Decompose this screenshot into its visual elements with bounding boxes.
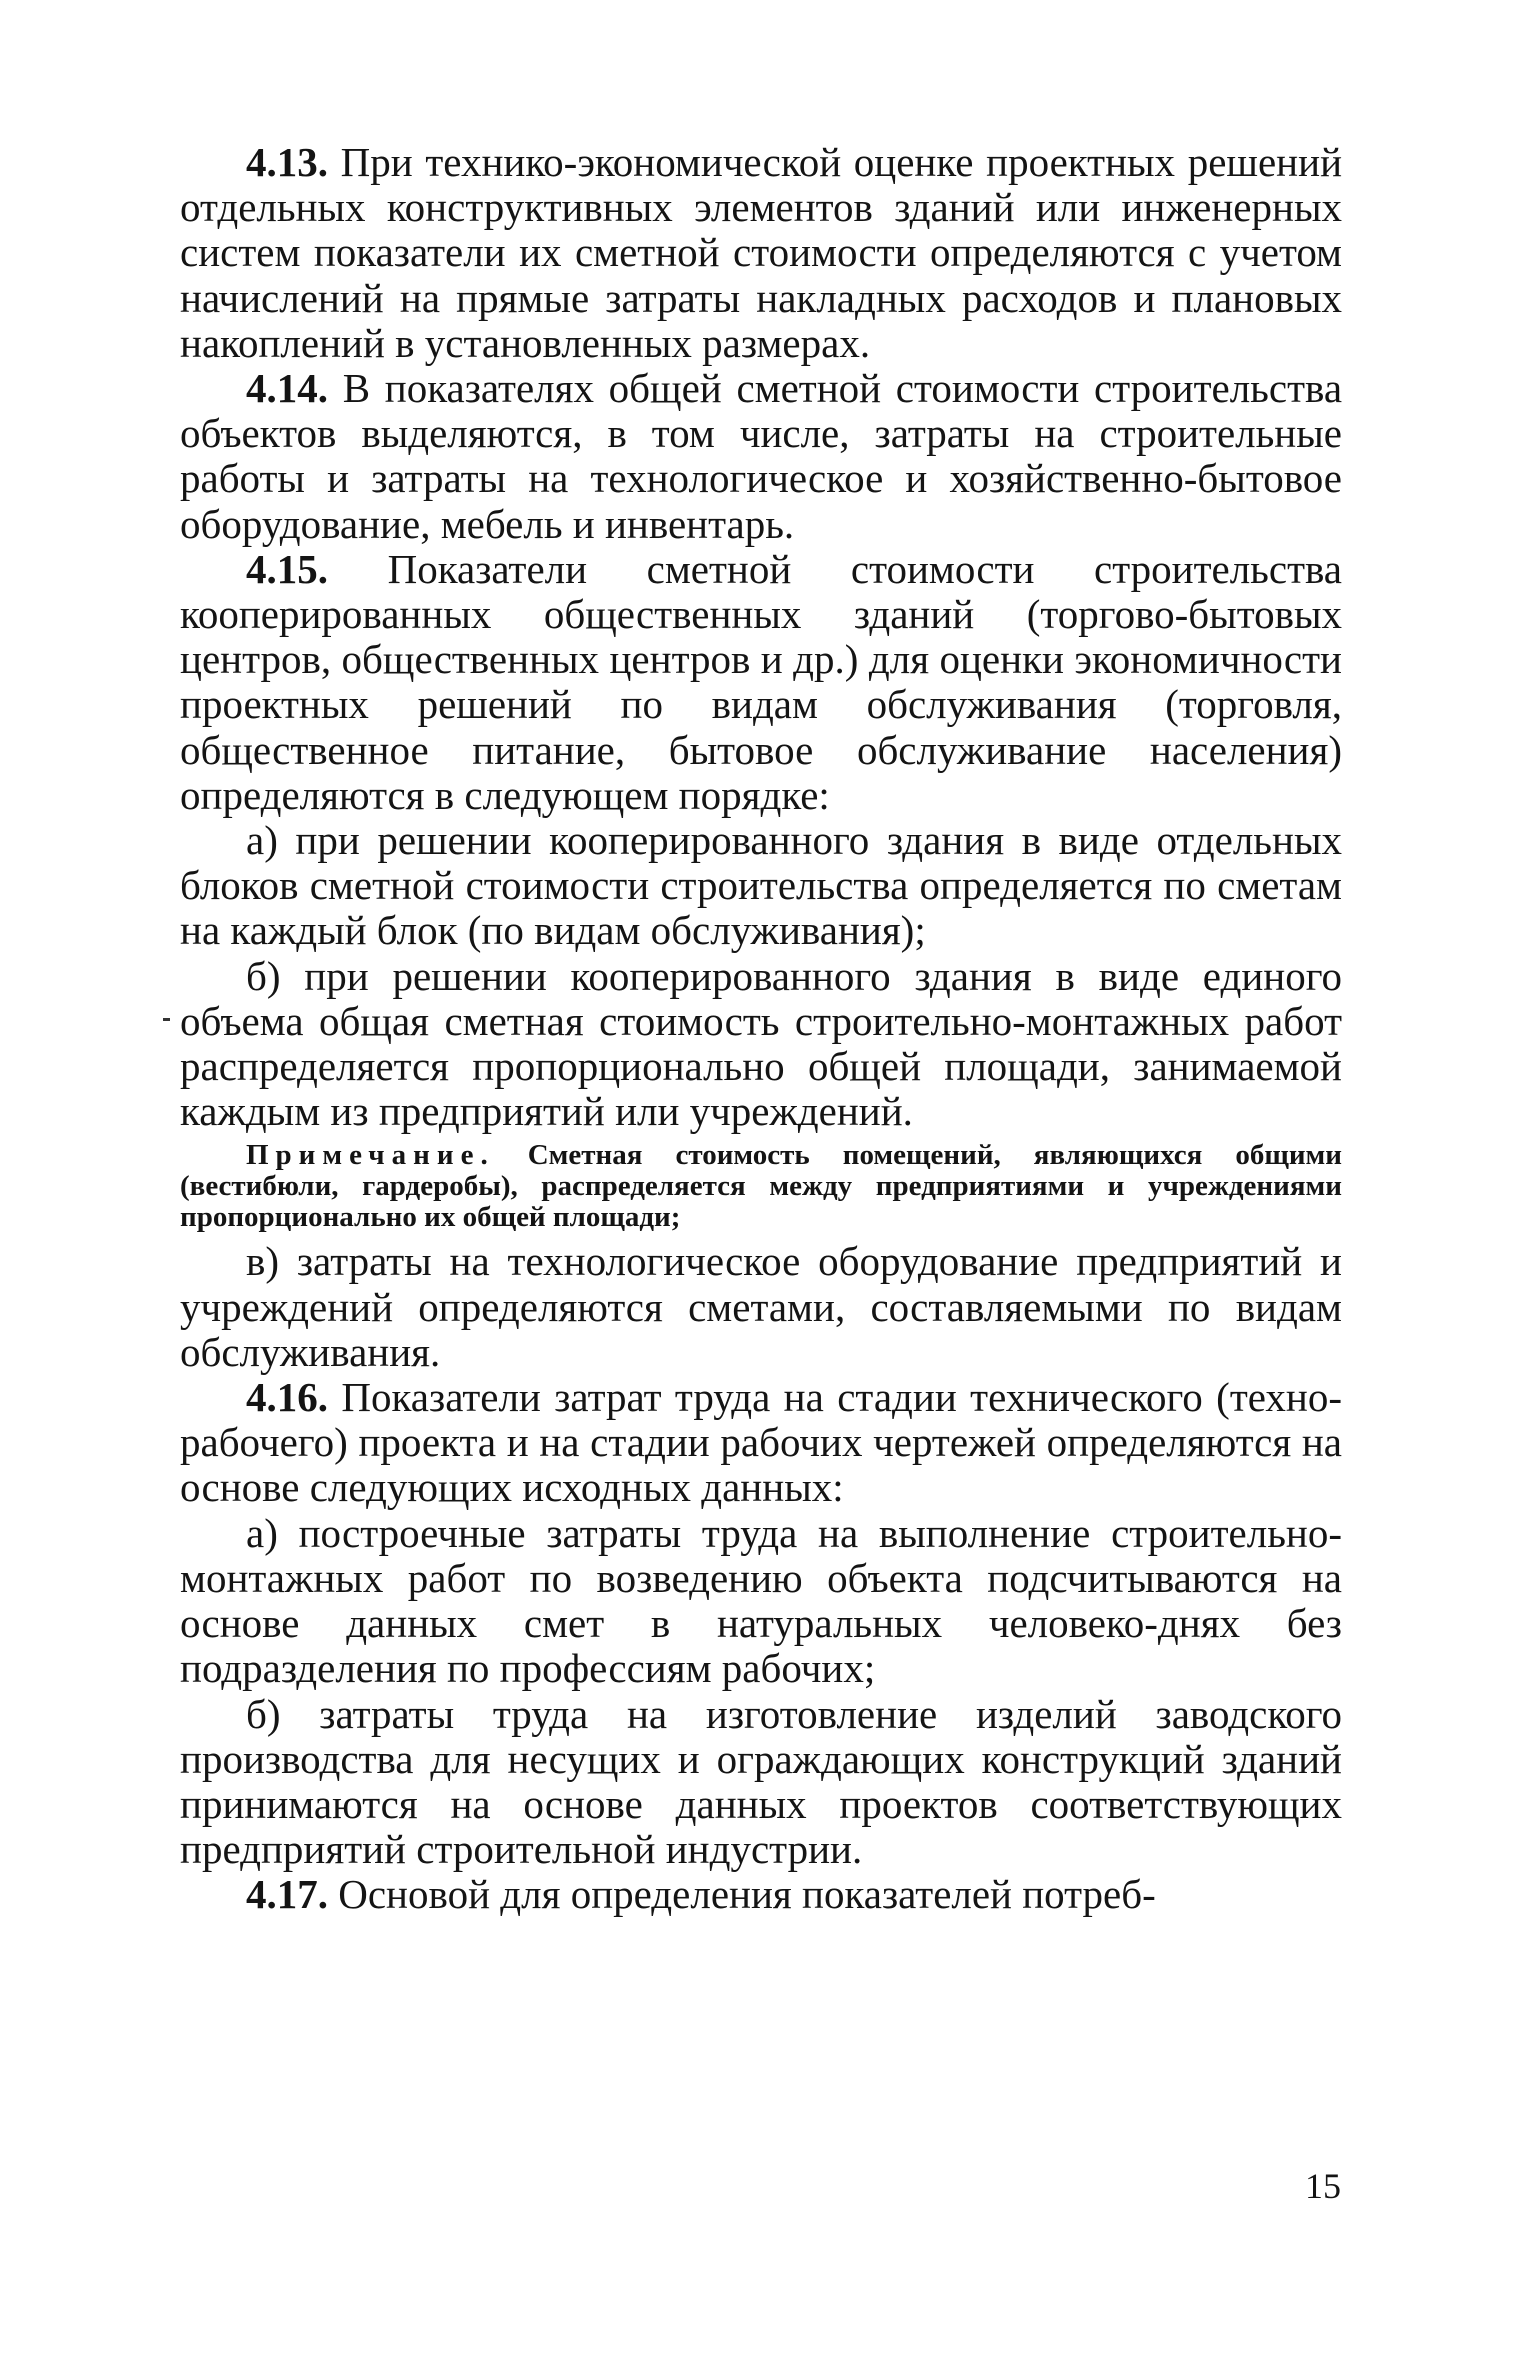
paragraph-text: При технико-экономической оценке проектных решений отдельных конструктивных элементов зданий или инженерных систем показатели их сметной стоимости определяются с учетом начислений на прямые затраты накладных расходов и плановых накоплений в установленных размерах. bbox=[180, 139, 1343, 366]
paragraph-number: 4.14. bbox=[246, 365, 328, 412]
list-item-v bbox=[180, 1239, 1342, 1375]
list-item-b bbox=[180, 954, 1342, 1135]
page-number: 15 bbox=[1305, 2166, 1341, 2206]
paragraph-number: 4.16. bbox=[246, 1374, 328, 1421]
paragraph-text: Показатели сметной стоимости строительства кооперированных общественных зданий (торгово-бытовых центров, общественных центров и др.) для оценки экономичности проектных решений по видам обслуживания (торговля, общественное питание, бытовое обслуживание населения) определяются в следующем порядке: bbox=[180, 545, 1342, 818]
list-item-text: а) при решении кооперированного здания в виде отдельных блоков сметной стоимости строительства определяется по сметам на каждый блок (по видам обслуживания); bbox=[180, 817, 1342, 954]
note-label: Примечание. bbox=[246, 1139, 495, 1172]
paragraph-number: 4.15. bbox=[246, 545, 328, 592]
paragraph-4-16 bbox=[180, 1375, 1342, 1511]
paragraph-number: 4.17. bbox=[246, 1871, 328, 1918]
paragraph-4-14 bbox=[180, 366, 1342, 547]
paragraph-text: Показатели затрат труда на стадии технического (техно-рабочего) проекта и на стадии рабочих чертежей определяются на основе следующих исходных данных: bbox=[180, 1374, 1342, 1511]
paragraph-4-13 bbox=[180, 140, 1342, 366]
list-item-text: б) затраты труда на изготовление изделий заводского производства для несущих и ограждающих конструкций зданий принимаются на основе данных проектов соответствующих предприятий строительной индустрии. bbox=[180, 1690, 1342, 1873]
note-block bbox=[180, 1140, 1342, 1233]
list-item-text: в) затраты на технологическое оборудование предприятий и учреждений определяются сметами, составляемыми по видам обслуживания. bbox=[180, 1238, 1342, 1375]
note-text: Сметная стоимость помещений, являющихся общими (вестибюли, гардеробы), распределяется между предприятиями и учреждениями пропорционально их общей площади; bbox=[180, 1139, 1342, 1234]
paragraph-number: 4.13. bbox=[246, 139, 328, 185]
paragraph-4-17 bbox=[180, 1872, 1342, 1917]
margin-mark bbox=[163, 1018, 170, 1021]
list-item-text: б) при решении кооперированного здания в виде единого объема общая сметная стоимость строительно-монтажных работ распределяется пропорционально общей площади, занимаемой каждым из предприятий или учреждений. bbox=[180, 952, 1342, 1135]
list-item-text: а) построечные затраты труда на выполнение строительно-монтажных работ по возведению объекта подсчитываются на основе данных смет в натуральных человеко-днях без подразделения по профессиям рабочих; bbox=[180, 1509, 1342, 1692]
paragraph-text: Основой для определения показателей потреб- bbox=[338, 1871, 1156, 1918]
paragraph-text: В показателях общей сметной стоимости строительства объектов выделяются, в том числе, затраты на строительные работы и затраты на технологическое и хозяйственно-бытовое оборудование, мебель и инвентарь. bbox=[180, 365, 1343, 547]
page-body bbox=[180, 140, 1342, 1918]
list-item-a-2 bbox=[180, 1511, 1342, 1692]
list-item-b-2 bbox=[180, 1692, 1342, 1873]
list-item-a bbox=[180, 818, 1342, 954]
paragraph-4-15 bbox=[180, 547, 1342, 818]
